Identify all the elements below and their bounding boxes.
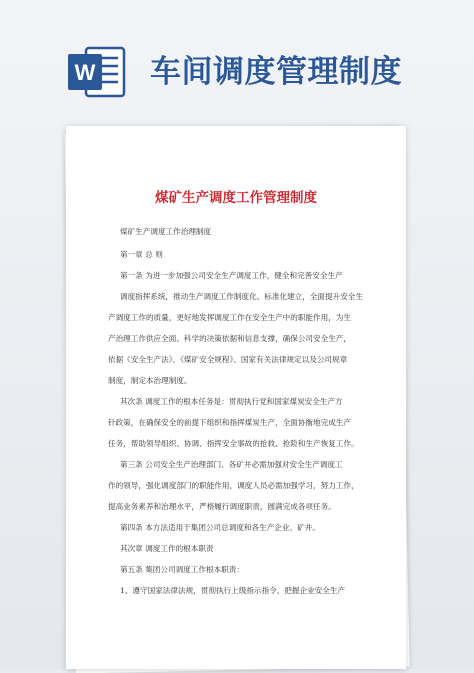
doc-line-14: 第四条 本方法适用于集团公司总调度和各生产企业、矿井。 [120, 523, 320, 532]
word-logo-letter: W [74, 60, 96, 85]
doc-line-6: 依据《安全生产法》、《煤矿安全规程》、国家有关法律规定以及公司规章 [108, 355, 348, 364]
doc-line-2: 第一条 为进一步加强公司安全生产调度工作，健全和完善安全生产 [120, 271, 343, 280]
banner [0, 0, 474, 120]
doc-line-4: 产调度工作的质量，更好地发挥调度工作在安全生产中的职能作用，为生 [108, 313, 351, 322]
doc-line-9: 针政策，在确保安全的前提下组织和指挥煤炭生产，全面协衡地完成生产 [108, 418, 351, 427]
banner-title: 车间调度管理制度 [150, 54, 402, 90]
doc-line-1: 第一章 总 则 [120, 250, 163, 259]
doc-line-16: 第五条 集团公司调度工作根本职责： [120, 565, 244, 574]
doc-line-13: 提高业务素养和治理水平，严格履行调度职责，圆满完成各项任务。 [108, 502, 336, 511]
doc-line-3: 调度指挥系统，推动生产调度工作制度化、标准化建立，全面提升安全生 [120, 292, 363, 301]
doc-line-0: 煤矿生产调度工作治理制度 [120, 227, 212, 236]
document-title: 煤矿生产调度工作管理制度 [155, 190, 317, 206]
doc-line-10: 任务，帮助领导组织、协调、指挥安全事故的抢救、抢险和生产恢复工作。 [108, 439, 359, 448]
doc-line-11: 第三条 公司安全生产治理部门、各矿井必需加强对安全生产调度工 [120, 460, 343, 469]
doc-line-8: 其次条 调度工作的根本任务是：贯彻执行党和国家煤炭安全生产方 [120, 397, 343, 406]
doc-line-5: 产治理工作供应全面、科学的决策依据和信息支撑，确保公司安全生产， [108, 334, 351, 343]
word-icon [64, 40, 128, 104]
document-page [66, 126, 406, 669]
doc-line-17: 1、遵守国家法律法规，贯彻执行上级指示指令，把握企业安全生产 [120, 586, 346, 595]
doc-line-12: 作的领导，强化调度部门的职能作用，调度人员必需加强学习，努力工作， [108, 481, 359, 490]
doc-line-15: 其次章 调度工作的根本职责 [120, 544, 214, 553]
doc-line-7: 制度，制定本治理制度。 [108, 376, 192, 385]
